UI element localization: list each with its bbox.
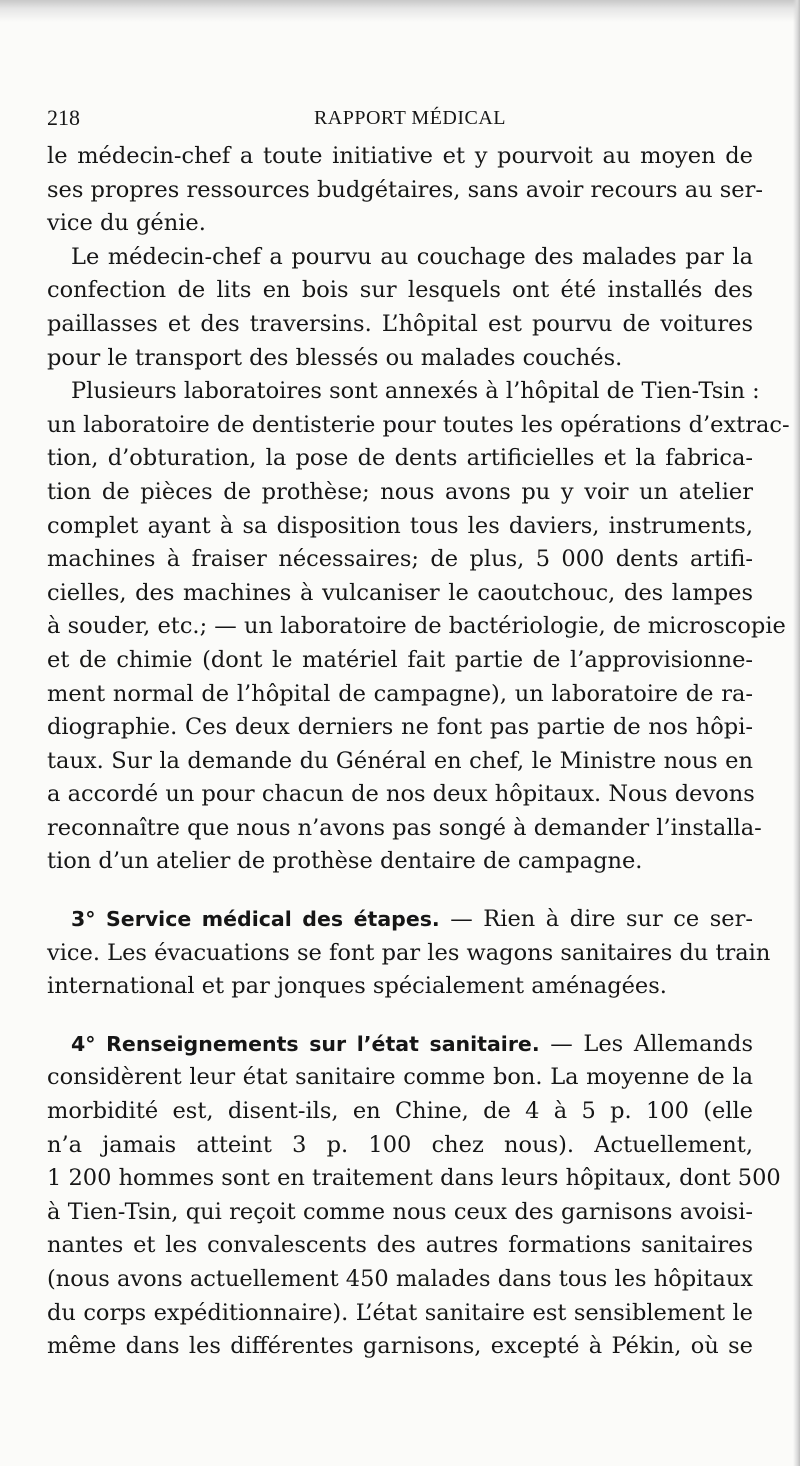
text-line: reconnaître que nous n’avons pas songé à demander l’installa- [47,814,762,841]
scan-top-edge [0,0,800,22]
body-text [47,140,790,1364]
text-run: — Les Allemands [539,1030,753,1057]
text-line: Plusieurs laboratoires sont annexés à l’hôpital de Tien-Tsin : [71,378,760,405]
text-line: à souder, etc.; — un laboratoire de bactériologie, de microscopie [47,613,786,640]
text-line: international et par jonques spécialement aménagées. [47,973,667,1000]
section-heading: 3° Service médical des étapes. [71,907,440,932]
section-gap [47,1004,753,1028]
text-line: vice. Les évacuations se font par les wagons sanitaires du train [47,939,771,966]
text-line: Le médecin-chef a pourvu au couchage des malades par la [71,243,753,270]
text-line [47,1028,753,1062]
text-line: ment normal de l’hôpital de campagne), un laboratoire de ra- [47,680,753,707]
text-line: diographie. Ces deux derniers ne font pas partie de nos hôpi- [47,714,753,741]
text-line: pour le transport des blessés ou malades couchés. [47,344,623,371]
section-heading: 4° Renseignements sur l’état sanitaire. [71,1031,540,1056]
text-line: à Tien-Tsin, qui reçoit comme nous ceux des garnisons avoisi- [47,1198,753,1225]
text-line: taux. Sur la demande du Général en chef, le Ministre nous en [47,747,753,774]
text-line: vice du génie. [47,210,206,237]
page-number: 218 [47,105,80,130]
section-etat-sanitaire [47,1028,781,1364]
scan-right-edge [793,0,800,1466]
text-line: et de chimie (dont le matériel fait partie de l’approvisionne- [47,646,753,673]
text-line: tion d’un atelier de prothèse dentaire de campagne. [47,848,643,875]
text-line: considèrent leur état sanitaire comme bon. La moyenne de la [47,1064,753,1091]
text-line: tion de pièces de prothèse; nous avons pu y voir un atelier [47,478,753,505]
text-line: complet ayant à sa disposition tous les daviers, instruments, [47,512,753,539]
text-line: n’a jamais atteint 3 p. 100 chez nous). Actuellement, [47,1131,753,1158]
text-line: confection de lits en bois sur lesquels ont été installés des [47,277,753,304]
text-line: le médecin-chef a toute initiative et y pourvoit au moyen de [47,143,753,169]
page-header [47,103,753,137]
text-line: nantes et les convalescents des autres formations sanitaires [47,1232,753,1259]
section-etapes [47,903,771,1004]
text-run: — Rien à dire sur ce ser- [439,906,753,933]
text-line: tion, d’obturation, la pose de dents artificielles et la fabrica- [47,445,753,472]
section-gap [47,879,753,903]
paragraph [47,375,790,879]
text-line: machines à fraiser nécessaires; de plus, 5 000 dents artifi- [47,546,753,573]
paragraph [47,241,753,375]
running-head: RAPPORT MÉDICAL [313,107,507,129]
text-line: morbidité est, disent-ils, en Chine, de 4 à 5 p. 100 (elle [47,1098,753,1125]
text-line: a accordé un pour chacun de nos deux hôpitaux. Nous devons [47,781,755,808]
text-line: un laboratoire de dentisterie pour toutes les opérations d’extrac- [47,411,790,438]
text-line [47,903,753,937]
text-line: paillasses et des traversins. L’hôpital est pourvu de voitures [47,310,753,337]
text-line: (nous avons actuellement 450 malades dans tous les hôpitaux [47,1266,753,1292]
text-line: du corps expéditionnaire). L’état sanitaire est sensiblement le [47,1299,753,1326]
text-line: cielles, des machines à vulcaniser le caoutchouc, des lampes [47,579,753,606]
text-line: ses propres ressources budgétaires, sans avoir recours au ser- [47,176,763,203]
text-line: 1 200 hommes sont en traitement dans leurs hôpitaux, dont 500 [47,1165,781,1192]
text-line: même dans les différentes garnisons, excepté à Pékin, où se [47,1333,753,1360]
paragraph [47,140,763,241]
